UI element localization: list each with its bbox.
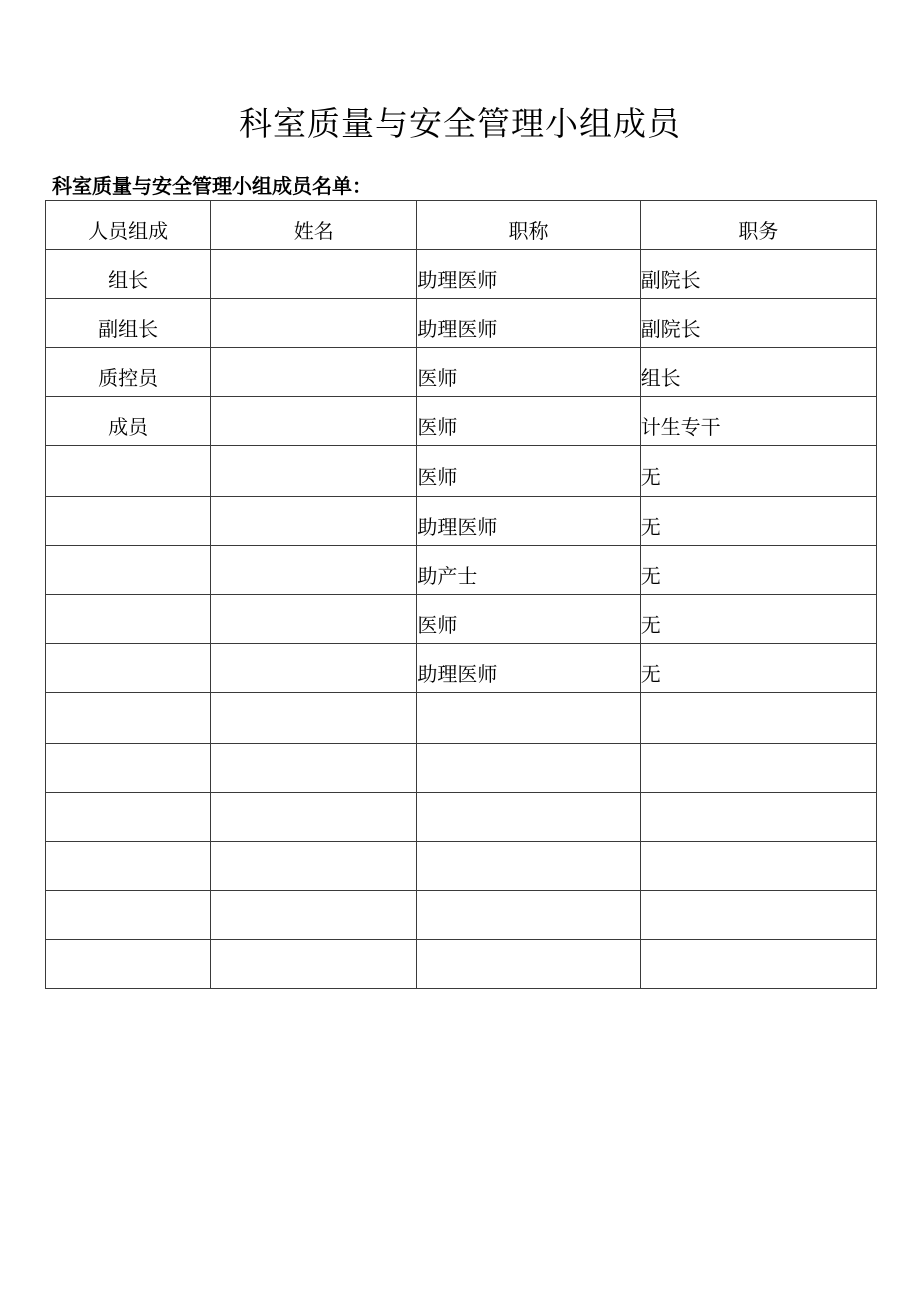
cell-composition [46, 446, 211, 497]
list-heading: 科室质量与安全管理小组成员名单： [52, 174, 372, 198]
header-cell-name: 姓名 [211, 201, 417, 250]
cell-position: 副院长 [640, 299, 876, 348]
table-row [46, 250, 877, 299]
table-row [46, 546, 877, 595]
page-title: 科室质量与安全管理小组成员 [239, 104, 681, 143]
cell-position [640, 744, 876, 793]
table-row [46, 793, 877, 842]
table-row [46, 744, 877, 793]
cell-position: 无 [640, 546, 876, 595]
cell-title: 医师 [417, 348, 640, 397]
cell-name [211, 891, 417, 940]
table-row [46, 497, 877, 546]
cell-title: 助理医师 [417, 497, 640, 546]
cell-composition [46, 546, 211, 595]
cell-name [211, 940, 417, 989]
cell-composition [46, 595, 211, 644]
table-row [46, 842, 877, 891]
header-cell-position: 职务 [640, 201, 876, 250]
cell-name [211, 446, 417, 497]
cell-composition [46, 793, 211, 842]
cell-name [211, 299, 417, 348]
cell-composition [46, 891, 211, 940]
cell-name [211, 546, 417, 595]
cell-name [211, 595, 417, 644]
cell-title [417, 793, 640, 842]
cell-title: 助理医师 [417, 644, 640, 693]
roster-table [45, 200, 877, 989]
cell-title [417, 891, 640, 940]
table-row [46, 397, 877, 446]
cell-composition [46, 644, 211, 693]
cell-name [211, 793, 417, 842]
cell-name [211, 250, 417, 299]
header-cell-composition: 人员组成 [46, 201, 211, 250]
cell-position: 无 [640, 446, 876, 497]
table-row [46, 446, 877, 497]
cell-position: 无 [640, 595, 876, 644]
cell-position [640, 842, 876, 891]
cell-name [211, 744, 417, 793]
cell-position [640, 940, 876, 989]
cell-name [211, 644, 417, 693]
cell-name [211, 397, 417, 446]
cell-composition [46, 744, 211, 793]
cell-title: 助产士 [417, 546, 640, 595]
table-row [46, 348, 877, 397]
cell-title: 医师 [417, 397, 640, 446]
cell-title: 医师 [417, 595, 640, 644]
table-row [46, 940, 877, 989]
table-row [46, 693, 877, 744]
cell-composition [46, 497, 211, 546]
cell-position [640, 891, 876, 940]
cell-composition [46, 842, 211, 891]
cell-composition [46, 693, 211, 744]
header-cell-title: 职称 [417, 201, 640, 250]
cell-title: 助理医师 [417, 250, 640, 299]
cell-position [640, 793, 876, 842]
cell-position [640, 693, 876, 744]
table-row [46, 299, 877, 348]
table-header-row [46, 201, 877, 250]
cell-position: 无 [640, 497, 876, 546]
cell-composition: 质控员 [46, 348, 211, 397]
cell-name [211, 693, 417, 744]
table-row [46, 595, 877, 644]
cell-composition [46, 940, 211, 989]
cell-title [417, 744, 640, 793]
cell-position: 计生专干 [640, 397, 876, 446]
cell-position: 副院长 [640, 250, 876, 299]
cell-name [211, 348, 417, 397]
cell-name [211, 842, 417, 891]
cell-title [417, 940, 640, 989]
cell-composition: 副组长 [46, 299, 211, 348]
table-row [46, 644, 877, 693]
cell-position: 组长 [640, 348, 876, 397]
cell-name [211, 497, 417, 546]
cell-title: 助理医师 [417, 299, 640, 348]
cell-title: 医师 [417, 446, 640, 497]
table-row [46, 891, 877, 940]
cell-composition: 成员 [46, 397, 211, 446]
cell-title [417, 842, 640, 891]
cell-title [417, 693, 640, 744]
cell-composition: 组长 [46, 250, 211, 299]
cell-position: 无 [640, 644, 876, 693]
